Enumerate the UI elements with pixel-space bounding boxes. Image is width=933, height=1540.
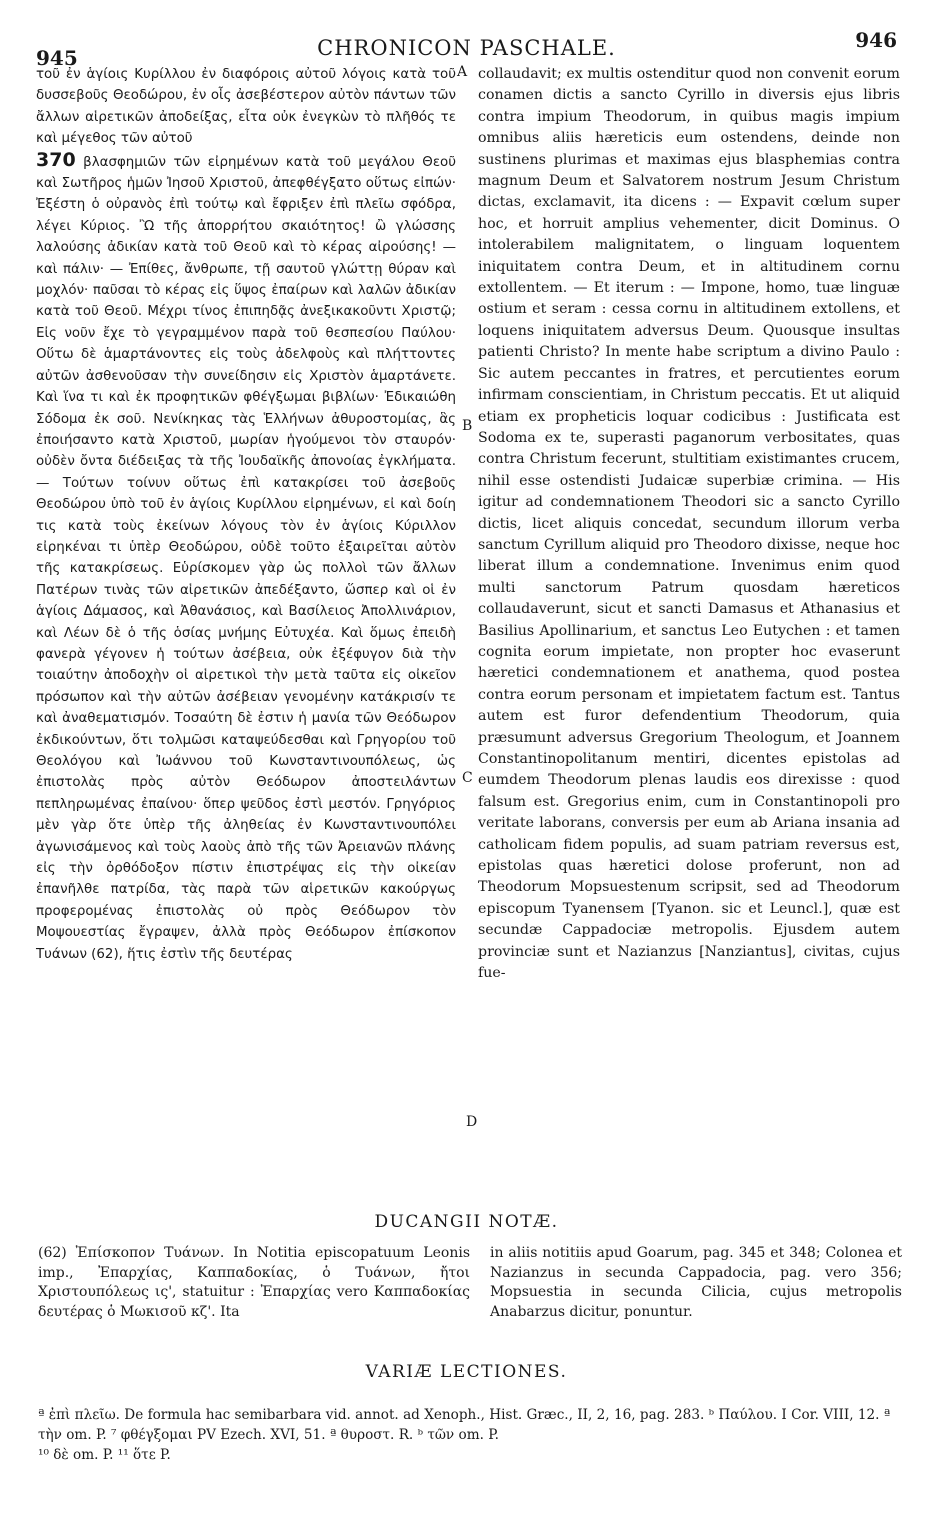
- greek-paragraph-2-text: βλασφημιῶν τῶν εἰρημένων κατὰ τοῦ μεγάλου Θεοῦ καὶ Σωτῆρος ἡμῶν Ἰησοῦ Χριστοῦ, ἀπεφθέγξατο οὕτως εἰπών· Ἐξέστη ὁ οὐρανὸς ἐπὶ τούτῳ καὶ ἔφριξεν ἐπὶ πλεῖω σφόδρα, λέγει Κύριος. Ὢ τῆς ἀπορρήτου σκαιότητος! ὢ γλώσσης λαλούσης ἀδικίαν κατὰ τοῦ Θεοῦ καὶ τὸ κέρας αἰρούσης! — καὶ πάλιν· — Ἐπίθες, ἄνθρωπε, τῇ σαυτοῦ γλώττῃ θύραν καὶ μοχλόν· παῦσαι τὸ κέρας εἰς ὕψος ἐπαίρων καὶ λαλῶν ἀδικίαν κατὰ τοῦ Θεοῦ. Μέχρι τίνος ἐπιπηδᾷς ἀνεξικακοῦντι Χριστῷ; Εἰς νοῦν ἔχε τὸ γεγραμμένον παρὰ τοῦ θεσπεσίου Παύλου· Οὕτω δὲ ἁμαρτάνοντες εἰς τοὺς ἀδελφοὺς καὶ πλήττοντες αὐτῶν ἀσθενοῦσαν τὴν συνείδησιν εἰς Χριστὸν ἁμαρτάνετε. Καὶ ἵνα τι καὶ ἐκ προφητικῶν φθέγξωμαι βιβλίων· Ἐδικαιώθη Σόδομα ἐκ σοῦ. Νενίκηκας τὰς Ἑλλήνων ἀθυροστομίας, ἃς ἐποιήσαντο κατὰ Χριστοῦ, μωρίαν ἡγούμενοι τὸν σταυρόν· οὐδὲν ὄντα διέδειξας τὰ τῆς Ἰουδαϊκῆς ἀπονοίας ἐγκλήματα. — Τούτων τοίνυν οὕτως ἐπὶ κατακρίσει τοῦ ἀσεβοῦς Θεοδώρου ὑπὸ τοῦ ἐν ἁγίοις Κυρίλλου εἰρημένων, εἰ καὶ δοίη τις κατὰ τοὺς ἐκείνων λόγους τὸν ἐν ἁγίοις Κύριλλον εἰρηκέναι τι ὑπὲρ Θεοδώρου, οὐδὲ τοῦτο ἐξαιρεῖται αὐτὸν τῆς κατακρίσεως. Εὑρίσκομεν γὰρ ὡς πολλοὶ τῶν ἄλλων Πατέρων τινὰς τῶν αἱρετικῶν ἀπεδέξαντο, ὥσπερ καὶ οἱ ἐν ἁγίοις Δάμασος, καὶ Ἀθανάσιος, καὶ Βασίλειος Ἀπολλινάριον, καὶ Λέων δὲ ὁ τῆς ὁσίας μνήμης Εὐτυχέα. Καὶ ὅμως ἐπειδὴ φανερὰ γέγονεν ἡ τούτων ἀσέβεια, οὐκ ἐξέφυγον διὰ τὴν τοιαύτην ἀποδοχὴν οἱ αἱρετικοὶ τὴν μετὰ ταῦτα εἰς οἰκεῖον πρόσωπον καὶ τὴν αὐτῶν ἀσέβειαν γενομένην κατάκρισίν τε καὶ ἀναθεματισμόν. Τοσαύτη δὲ ἐστιν ἡ μανία τῶν Θεόδωρον ἐκδικούντων, ὅτι τολμῶσι καταψεύδεσθαι καὶ Γρηγορίου τοῦ Θεολόγου καὶ Ἰωάννου τοῦ Κωνσταντινουπόλεως, ὡς ἐπιστολὰς πρὸς αὐτὸν Θεόδωρον ἀποστειλάντων πεπληρωμένας ἐπαίνου· ὅπερ ψεῦδος ἐστὶ μεστόν. Γρηγόριος μὲν γὰρ ὅτε ὑπὲρ τῆς ἀληθείας ἐν Κωνσταντινουπόλει ἀγωνισάμενος καὶ τοὺς λαοὺς ἀπὸ τῆς τῶν Ἀρειανῶν πλάνης εἰς τὴν ὀρθόδοξον πίστιν ἐπιστρέψας εἰς τὴν οἰκείαν ἐπανῆλθε πατρίδα, τὰς παρὰ τῶν αἱρετικῶν κακούργως προφερομένας ἐπιστολὰς οὐ πρὸς Θεόδωρον τὸν Μοψουεστίας ἔγραψεν, ἀλλὰ πρὸς Θεόδωρον ἐπίσκοπον Τυάνων (62), ἥτις ἐστὶν τῆς δευτέρας: [36, 154, 456, 962]
- varia-line-2: ¹⁰ δὲ om. P. ¹¹ ὅτε P.: [38, 1447, 171, 1463]
- greek-paragraph-2: [36, 150, 456, 965]
- varia-lectiones: [38, 1405, 904, 1465]
- margin-letter-c: C: [462, 770, 473, 786]
- greek-paragraph-1: τοῦ ἐν ἁγίοις Κυρίλλου ἐν διαφόροις αὐτοῦ λόγοις κατὰ τοῦ δυσσεβοῦς Θεοδώρου, ἐν οἷς ἀσεβέστερον αὐτὸν πάντων τῶν ἄλλων αἱρετικῶν ἀποδείξας, εἶτα οὐκ ἐνεγκὼν τὸ πλῆθός τε καὶ μέγεθος τῶν αὐτοῦ: [36, 67, 456, 147]
- page-number-left: 945: [36, 46, 78, 70]
- note-62-continued: in aliis notitiis apud Goarum, pag. 345 et 348; Colonea et Nazianzus in secunda Cappadocia, pag. vero 356; Mopsuestia in secunda Cilicia, cujus metropolis Anabarzus dicitur, ponuntur.: [490, 1245, 902, 1320]
- notes-heading: DUCANGII NOTÆ.: [374, 1212, 559, 1232]
- varia-line-1: ª ἐπὶ πλεῖω. De formula hac semibarbara vid. annot. ad Xenoph., Hist. Græc., II, 2, 16, pag. 283. ᵇ Παύλου. I Cor. VIII, 12. ª τὴν om. P. ⁷ φθέγξομαι PV Ezech. XVI, 51. ª θυροστ. R. ᵇ τῶν om. P.: [38, 1407, 891, 1443]
- margin-letter-d: D: [466, 1114, 478, 1130]
- latin-paragraph: collaudavit; ex multis ostenditur quod non convenit eorum conamen dictis a sancto Cyrillo in diversis ejus libris contra impium Theodorum, in quibus magis impium omnibus aliis hæreticis eum ostendens, deinde non sustinens plurimas et maximas ejus blasphemias contra magnum Deum et Salvatorem nostrum Jesum Christum dictas, exclamavit, ita dicens : — Expavit cœlum super hoc, et horruit amplius vehementer, dicit Dominus. O intolerabilem malignitatem, o linguam loquentem iniquitatem contra Deum, et in altitudinem cornu extollentem. — Et iterum : — Impone, homo, tuæ linguæ ostium et seram : cessa cornu in altitudinem extollens, et loquens iniquitatem adversus Deum. Quousque insultas patienti Christo? In mente habe scriptum a divino Paulo : Sic autem peccantes in fratres, et percutientes eorum infirmam conscientiam, in Christum peccatis. Et ut aliquid etiam ex propheticis loquar codicibus : Justificata est Sodoma ex te, superasti paganorum verbositates, quas contra Christum fecerunt, stultitiam existimantes crucem, nihil esse ostendisti Judaicæ superbiæ crimina. — His igitur ad condemnationem Theodori sic a sancto Cyrillo dictis, licet aliquis concedat, secundum illorum verba sanctum Cyrillum aliquid pro Theodoro dixisse, neque hoc liberat illum a condemnatione. Invenimus enim quod multi sanctorum Patrum quosdam hæreticos collaudaverunt, sicut et sancti Damasus et Athanasius et Basilius Apollinarium, et sanctus Leo Eutychen : et tamen cognita eorum impietate, non propter hoc evaserunt hæretici condemnationem et anathema, quod postea contra eorum personam et impietatem factum est. Tantus autem est furor defendentium Theodorum, quia præsumunt adversus Gregorium Theologum, et Joannem Constantinopolitanum mentiri, dicentes epistolas ad eumdem Theodorum plenas laudis eos direxisse : quod falsum est. Gregorius enim, cum in Constantinopoli pro veritate laborans, conversis per eum ab Ariana insania ad catholicam fidem populis, ad suam patriam reversus est, epistolas quas hæretici dolose proferunt, non ad Theodorum Mopsuestenum scripsit, sed ad Theodorum episcopum Tyanensem [Tyanon. sic et Leuncl.], quæ est secundæ Cappadociæ metropolis. Ejusdem autem provinciæ sunt et Nazianzus [Nanziantus], civitas, cujus fue-: [478, 66, 900, 982]
- latin-column: [478, 64, 900, 984]
- running-title: CHRONICON PASCHALE.: [317, 36, 616, 60]
- section-number: 370: [36, 148, 76, 171]
- varia-heading: VARIÆ LECTIONES.: [365, 1362, 568, 1382]
- note-62: (62) Ἐπίσκοπον Τυάνων. In Notitia episcopatuum Leonis imp., Ἐπαρχίας, Καππαδοκίας, ὁ Τυάνων, ἤτοι Χριστουπόλεως ις', statuitur : Ἐπαρχίας vero Καππαδοκίας δευτέρας ὁ Μωκισοῦ κζ'. Ita: [38, 1245, 470, 1320]
- page-number-right: 946: [855, 28, 897, 52]
- page-header: [30, 28, 903, 70]
- margin-letter-a: A: [457, 64, 468, 80]
- greek-column: [36, 64, 456, 965]
- margin-letter-b: B: [462, 418, 473, 434]
